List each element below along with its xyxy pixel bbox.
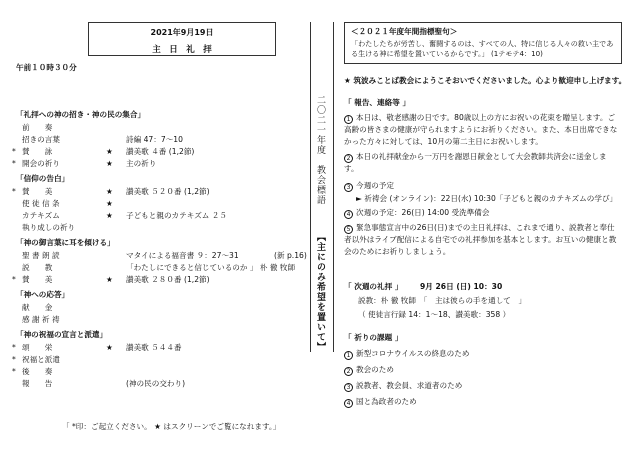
order-item-name: 賛 詠 xyxy=(22,147,53,156)
order-item-text: 子どもと親のカテキズム ２５ xyxy=(126,211,227,220)
order-item-name: 賛 美 xyxy=(22,187,53,196)
report-text: 本日の礼拝献金から一万円を謝恩日献金として大会教師共済会に送金します。 xyxy=(344,152,607,173)
next-service-title: 「 次週の礼拝 」 xyxy=(344,282,403,291)
screen-star-icon: ★ xyxy=(106,159,113,168)
screen-star-icon: ★ xyxy=(106,187,113,196)
numbered-circle-icon: 3 xyxy=(344,383,353,392)
order-item-name: 祝福と派遣 xyxy=(22,355,60,364)
prayer-item xyxy=(344,381,462,392)
screen-star-icon: ★ xyxy=(106,211,113,220)
report-text: 次週の予定：26(日) 14:00 受洗準備会 xyxy=(356,208,490,217)
order-item-text: 讃美歌 ５２０番 (1,2節) xyxy=(126,187,210,196)
order-mark: * xyxy=(12,275,16,284)
order-mark: * xyxy=(12,367,16,376)
prayer-title: 「 祈りの課題 」 xyxy=(344,333,403,342)
order-mark: * xyxy=(12,187,16,196)
report-text: 緊急事態宣言中の26日(日)までの主日礼拝は、これまで通り、説教者と奉仕者以外はライブ配信による自宅での礼拝参加を基本とします。お互いの健康と教会のためにお祈りしましょう。 xyxy=(344,223,617,256)
order-item-text: 主の祈り xyxy=(126,159,157,168)
order-item-name: 開会の祈り xyxy=(22,159,60,168)
order-mark: * xyxy=(12,355,16,364)
order-item-name: 執り成しの祈り xyxy=(22,223,76,232)
service-header-box xyxy=(88,22,276,56)
order-mark: * xyxy=(12,159,16,168)
service-date: 2021年9月19日 xyxy=(150,28,214,37)
next-service-date: 9月 26日 (日) 10：30 xyxy=(420,282,503,291)
next-service-sermon: 説教：朴 徹 牧師 「 主は彼らの手を通して 」 xyxy=(358,296,527,305)
report-item xyxy=(344,151,620,175)
report-item xyxy=(356,193,620,205)
order-item-name: カテキズム xyxy=(22,211,60,220)
screen-star-icon: ★ xyxy=(106,275,113,284)
screen-star-icon: ★ xyxy=(106,199,113,208)
numbered-circle-icon: 1 xyxy=(344,115,353,124)
annual-verse-body: 「わたしたちが労苦し、奮闘するのは、すべての人、特に信じる人々の救い主である生ける神に希望を置いているからです。」 (1テモテ4：10) xyxy=(351,39,614,58)
order-item-text: マタイによる福音書 ９：27～31 xyxy=(126,251,239,260)
numbered-circle-icon: 4 xyxy=(344,399,353,408)
prayer-text: 国と為政者のため xyxy=(356,397,417,406)
order-item-name: 招きの言葉 xyxy=(22,135,60,144)
order-item-note: (新 p.16) xyxy=(274,251,307,260)
next-service-reading: （ 使徒言行録 14：1～18、讃美歌：358 ） xyxy=(358,310,511,319)
numbered-circle-icon: 5 xyxy=(344,225,353,234)
order-item-text: 讃美歌 ４番 (1,2節) xyxy=(126,147,195,156)
report-item xyxy=(344,222,620,270)
order-item-name: 後 奏 xyxy=(22,367,53,376)
report-text: 今週の予定 xyxy=(356,181,394,190)
report-text: ► 祈祷会 (オンライン)：22日(水) 10:30「子どもと親のカテキズムの学び」 xyxy=(356,194,618,203)
order-item-name: 報 告 xyxy=(22,379,53,388)
report-text: 本日は、敬老感謝の日です。80歳以上の方にお祝いの花束を贈呈します。ご高齢の皆さまの健康が守られますようにお祈りください。また、本日出席できなかった方々に対しては、10月の第二主日にお祝いします。 xyxy=(344,113,618,146)
motto-vertical-text: 【主にのみ希望を置いて】 xyxy=(315,232,325,352)
numbered-circle-icon: 1 xyxy=(344,351,353,360)
prayer-text: 教会のため xyxy=(356,365,394,374)
screen-star-icon: ★ xyxy=(106,147,113,156)
order-footnote: 「 *印：ご起立ください。 ★ はスクリーンでご覧になれます。」 xyxy=(62,422,281,431)
order-item-name: 頌 栄 xyxy=(22,343,53,352)
prayer-item xyxy=(344,349,469,360)
numbered-circle-icon: 2 xyxy=(344,154,353,163)
welcome-message: ★ 筑波みことば教会にようこそおいでくださいました。心より歓迎申し上げます。 xyxy=(344,76,627,85)
order-section-title: 「神への応答」 xyxy=(16,290,70,299)
order-item-text: 詩編 47：7～10 xyxy=(126,135,183,144)
order-section-title: 「礼拝への神の招き・神の民の集合」 xyxy=(16,110,146,119)
report-item xyxy=(344,112,620,148)
order-mark: * xyxy=(12,147,16,156)
service-time: 午前１０時３０分 xyxy=(16,63,77,72)
order-mark: * xyxy=(12,343,16,352)
report-item xyxy=(344,180,620,192)
report-item xyxy=(344,207,620,219)
annual-verse-title: ＜２０２１年度年間指標聖句＞ xyxy=(351,27,458,36)
numbered-circle-icon: 4 xyxy=(344,210,353,219)
order-item-name: 使 徒 信 条 xyxy=(22,199,60,208)
prayer-text: 新型コロナウイルスの終息のため xyxy=(356,349,470,358)
prayer-item xyxy=(344,365,394,376)
order-section-title: 「信仰の告白」 xyxy=(16,174,70,183)
numbered-circle-icon: 3 xyxy=(344,183,353,192)
prayer-text: 説教者、教会員、求道者のため xyxy=(356,381,463,390)
order-item-name: 献 金 xyxy=(22,303,53,312)
motto-vertical-title: 二〇二一年度 教会標語 xyxy=(315,95,325,205)
order-item-name: 感 謝 祈 祷 xyxy=(22,315,60,324)
order-item-text: 讃美歌 ２８０番 (1,2節) xyxy=(126,275,210,284)
prayer-item xyxy=(344,397,417,408)
reports-title: 「 報告、連絡等 」 xyxy=(344,98,411,107)
order-item-text: 讃美歌 ５４４番 xyxy=(126,343,182,352)
order-section-title: 「神の祝福の宣言と派遣」 xyxy=(16,330,108,339)
order-item-name: 前 奏 xyxy=(22,123,53,132)
order-item-name: 賛 美 xyxy=(22,275,53,284)
screen-star-icon: ★ xyxy=(106,343,113,352)
order-item-name: 説 教 xyxy=(22,263,53,272)
order-section-title: 「神の御言葉に耳を傾ける」 xyxy=(16,238,115,247)
order-item-name: 聖 書 朗 読 xyxy=(22,251,60,260)
numbered-circle-icon: 2 xyxy=(344,367,353,376)
service-title: 主 日 礼 拝 xyxy=(152,45,212,55)
annual-verse-box xyxy=(344,22,622,64)
order-item-text: (神の民の交わり) xyxy=(126,379,186,388)
order-item-text: 「わたしにできると信じているのか 」 朴 徹 牧師 xyxy=(126,263,296,272)
